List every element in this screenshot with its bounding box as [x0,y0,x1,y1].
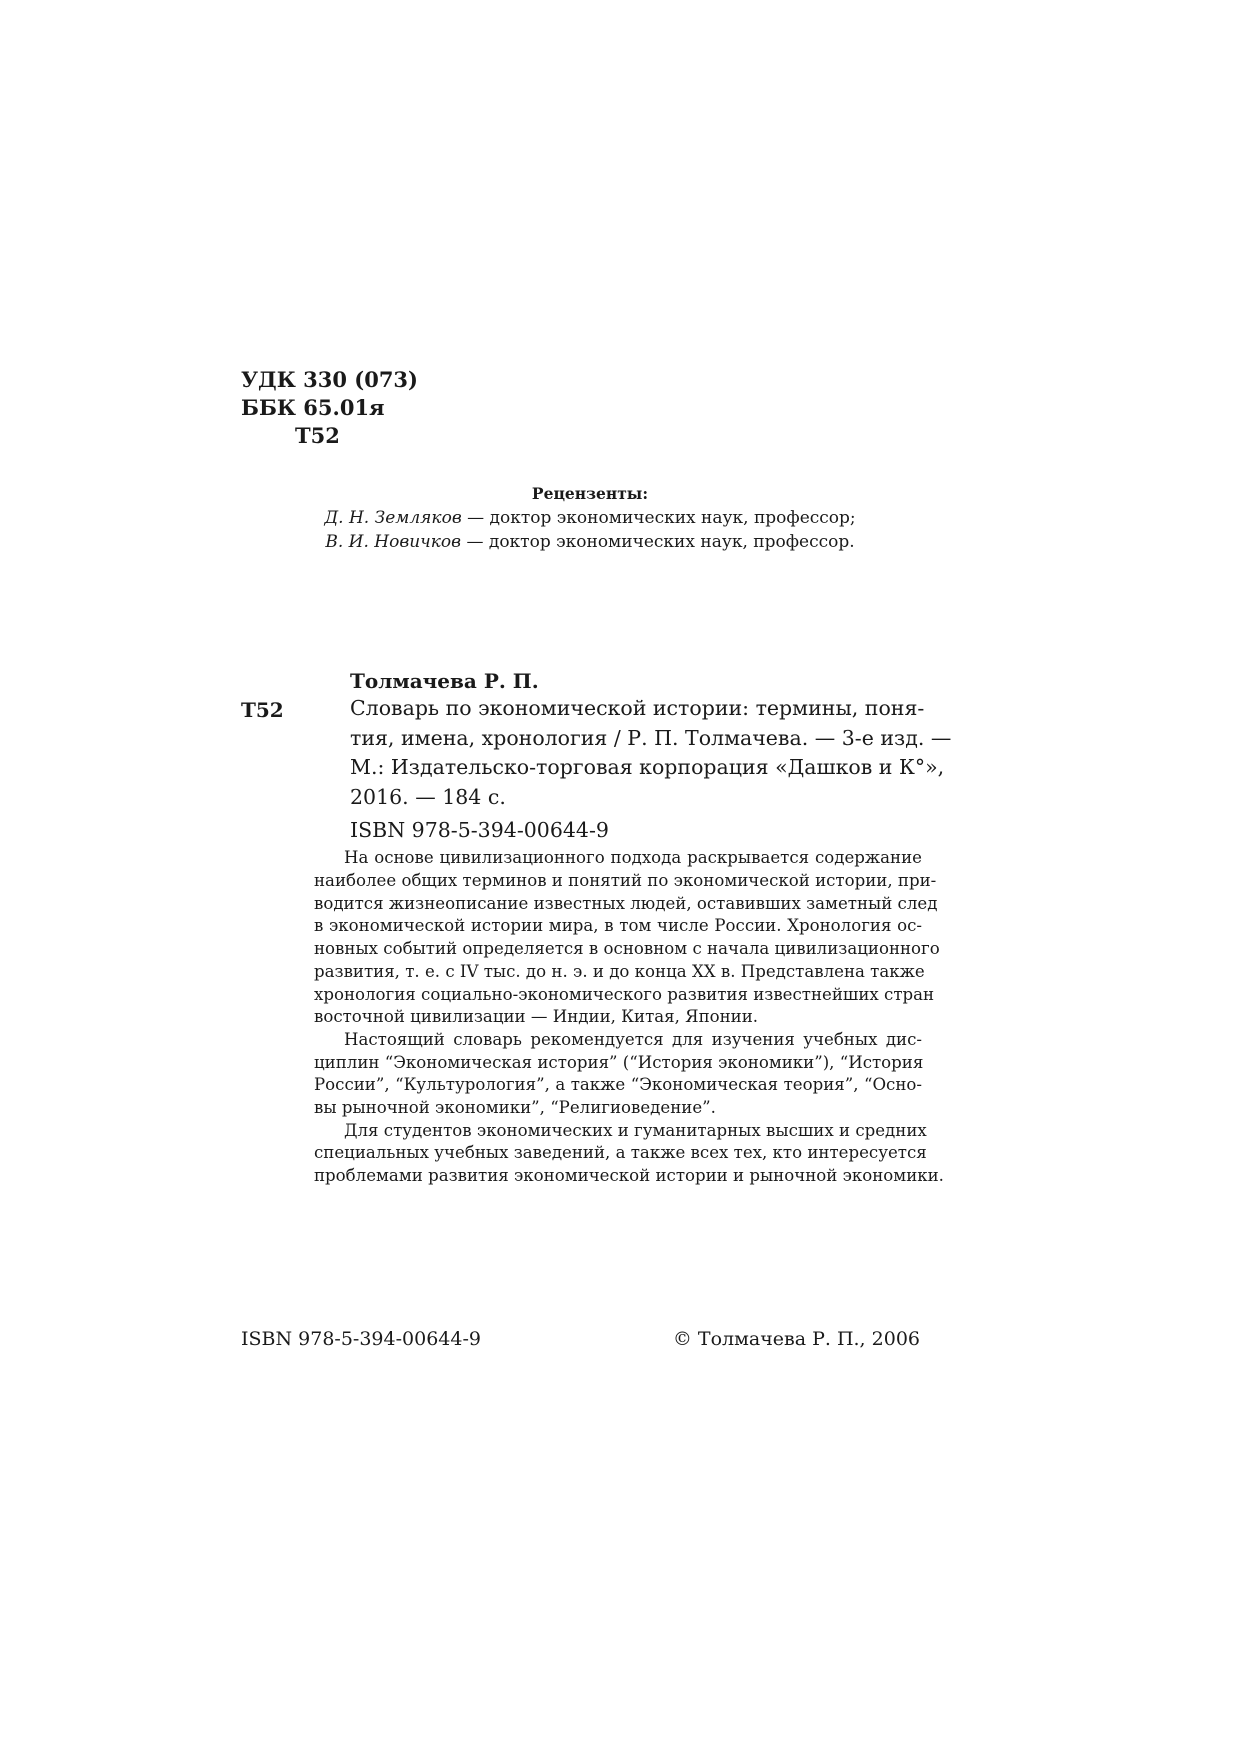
bibliography-isbn: ISBN 978-5-394-00644-9 [350,818,609,842]
book-author: Толмачева Р. П. [350,669,539,693]
reviewer-1-description: — доктор экономических наук, профессор; [461,508,856,528]
udk-code: УДК 330 (073) [241,367,418,392]
annotation-line: в экономической истории мира, в том числе России. Хронология ос- [314,916,922,935]
annotation-line: хронология социально-экономического развития известнейших стран [314,985,935,1004]
annotation-line: На основе цивилизационного подхода раскрывается содержание [344,848,922,867]
reviewer-2 [0,530,1180,555]
copyright-notice: © Толмачева Р. П., 2006 [672,1328,920,1350]
reviewer-2-description: — доктор экономических наук, профессор. [461,532,855,552]
annotation-line: проблемами развития экономической истории и рыночной экономики. [314,1166,944,1185]
author-mark: Т52 [295,423,340,448]
bbk-code: ББК 65.01я [241,395,385,420]
annotation-line: восточной цивилизации — Индии, Китая, Японии. [314,1007,759,1026]
bibliography-author-mark: Т52 [241,698,284,722]
reviewer-1-name: Д. Н. Земляков [324,508,462,528]
bibliography-line: тия, имена, хронология / Р. П. Толмачева. — 3-е изд. — [350,726,952,750]
annotation-line: специальных учебных заведений, а также всех тех, кто интересуется [314,1143,927,1162]
bibliography-line: М.: Издательско-торговая корпорация «Дашков и К°», [350,755,945,779]
reviewer-1 [0,506,1180,531]
annotation-line: Настоящий словарь рекомендуется для изучения учебных дис- [344,1030,922,1049]
annotation-line: вы рыночной экономики”, “Религиоведение”. [314,1098,716,1117]
annotation-line: новных событий определяется в основном с начала цивилизационного [314,939,940,958]
annotation-line: развития, т. е. с IV тыс. до н. э. и до конца XX в. Представлена также [314,962,925,981]
footer-isbn: ISBN 978-5-394-00644-9 [241,1328,481,1350]
annotation-line: Для студентов экономических и гуманитарных высших и средних [344,1121,927,1140]
bibliography-line: 2016. — 184 с. [350,785,506,809]
annotation-line: наиболее общих терминов и понятий по экономической истории, при- [314,871,937,890]
annotation-line: циплин “Экономическая история” (“История экономики”), “История [314,1053,924,1072]
bibliography-line: Словарь по экономической истории: термины, поня- [350,696,925,720]
reviewers-heading: Рецензенты: [531,484,649,503]
annotation-line: России”, “Культурология”, а также “Экономическая теория”, “Осно- [314,1075,922,1094]
annotation-line: водится жизнеописание известных людей, оставивших заметный след [314,894,938,913]
reviewer-2-name: В. И. Новичков [325,532,462,552]
